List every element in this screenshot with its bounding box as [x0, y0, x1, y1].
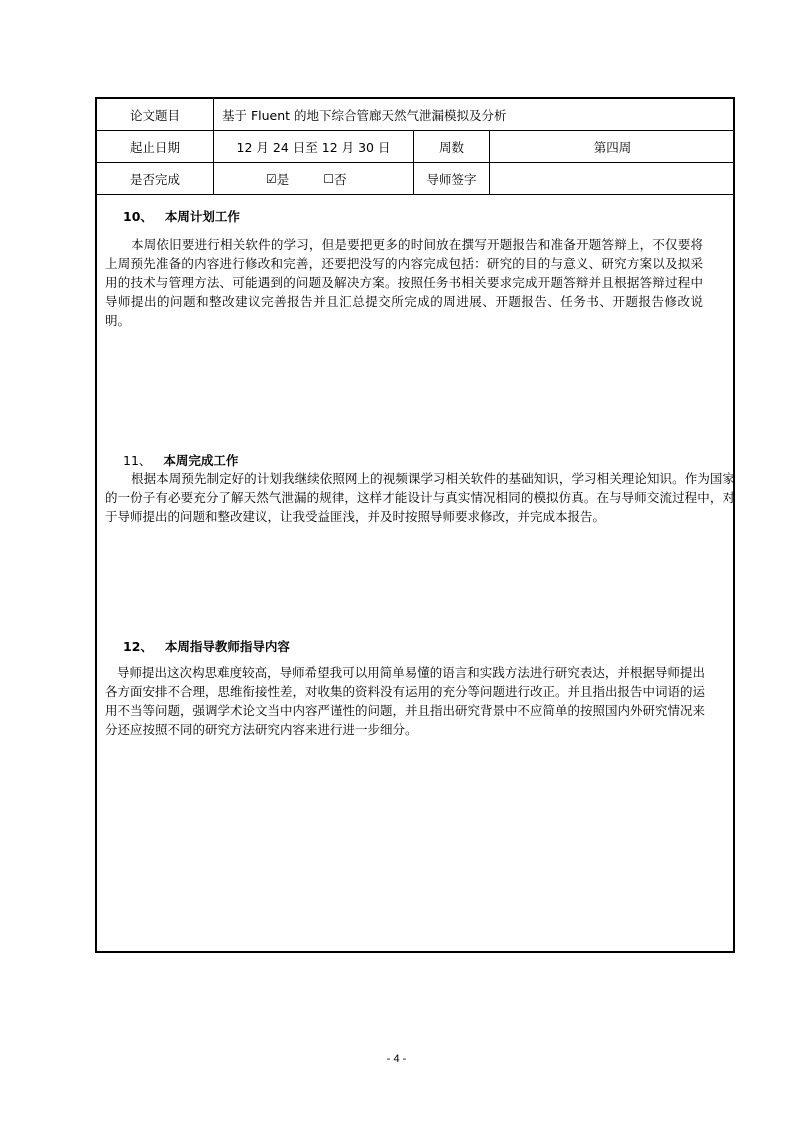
yes-label: 是: [276, 171, 290, 187]
completion-row: [97, 163, 733, 195]
page-number: - 4 -: [386, 1053, 407, 1065]
section-10-heading: [123, 207, 240, 225]
section-12-number: 12、: [123, 639, 153, 654]
dates-value: 12 月 24 日至 12 月 30 日: [213, 131, 413, 162]
section-11-body: 根据本周预先制定好的计划我继续依照网上的视频课学习相关软件的基础知识，学习相关理论知识。作为国家的一份子有必要充分了解天然气泄漏的规律，这样才能设计与真实情况相同的模拟仿真。在与导师交流过程中，对于导师提出的问题和整改建议，让我受益匪浅，并及时按照导师要求修改，并完成本报告。: [105, 471, 735, 524]
signature-value: [489, 163, 735, 194]
section-11-title: 本周完成工作: [163, 453, 239, 468]
signature-label: 导师签字: [413, 163, 489, 194]
weeks-label: 周数: [413, 131, 489, 162]
dates-row: [97, 131, 733, 163]
section-12-body: 导师提出这次构思难度较高，导师希望我可以用简单易懂的语言和实践方法进行研究表达，并根据导师提出各方面安排不合理，思维衔接性差，对收集的资料没有运用的充分等问题进行改正。并且指出报告中词语的运用不当等问题，强调学术论文当中内容严谨性的问题，并且指出研究背景中不应简单的按照国内外研究情况来分还应按照不同的研究方法研究内容来进行进一步细分。: [105, 665, 706, 737]
section-10-body: 本周依旧要进行相关软件的学习，但是要把更多的时间放在撰写开题报告和准备开题答辩上，不仅要将上周预先准备的内容进行修改和完善，还要把没写的内容完成包括：研究的目的与意义、研究方案以及拟采用的技术与管理方法、可能遇到的问题及解决方案。按照任务书相关要求完成开题答辩并且根据答辩过程中导师提出的问题和整改建议完善报告并且汇总提交所完成的周进展、开题报告、任务书、开题报告修改说明。: [105, 237, 703, 328]
title-label: 论文题目: [129, 107, 180, 123]
done-options: [213, 163, 413, 194]
no-label: 否: [334, 171, 347, 187]
section-10-title: 本周计划工作: [164, 209, 240, 224]
weeks-value: 第四周: [489, 131, 735, 162]
section-11-number: 11、: [123, 453, 152, 468]
weekly-report-form: [95, 97, 735, 953]
title-value: 基于 Fluent 的地下综合管廊天然气泄漏模拟及分析: [213, 99, 735, 130]
yes-checkbox[interactable]: ☑: [266, 171, 277, 186]
title-row: [97, 99, 733, 131]
done-label: 是否完成: [129, 171, 180, 187]
no-checkbox[interactable]: ☐: [323, 171, 335, 186]
dates-label: 起止日期: [129, 139, 180, 155]
section-12-title: 本周指导教师指导内容: [164, 639, 290, 654]
section-10-number: 10、: [123, 209, 153, 224]
section-11-heading: [123, 451, 238, 469]
section-12-heading: [123, 637, 290, 655]
